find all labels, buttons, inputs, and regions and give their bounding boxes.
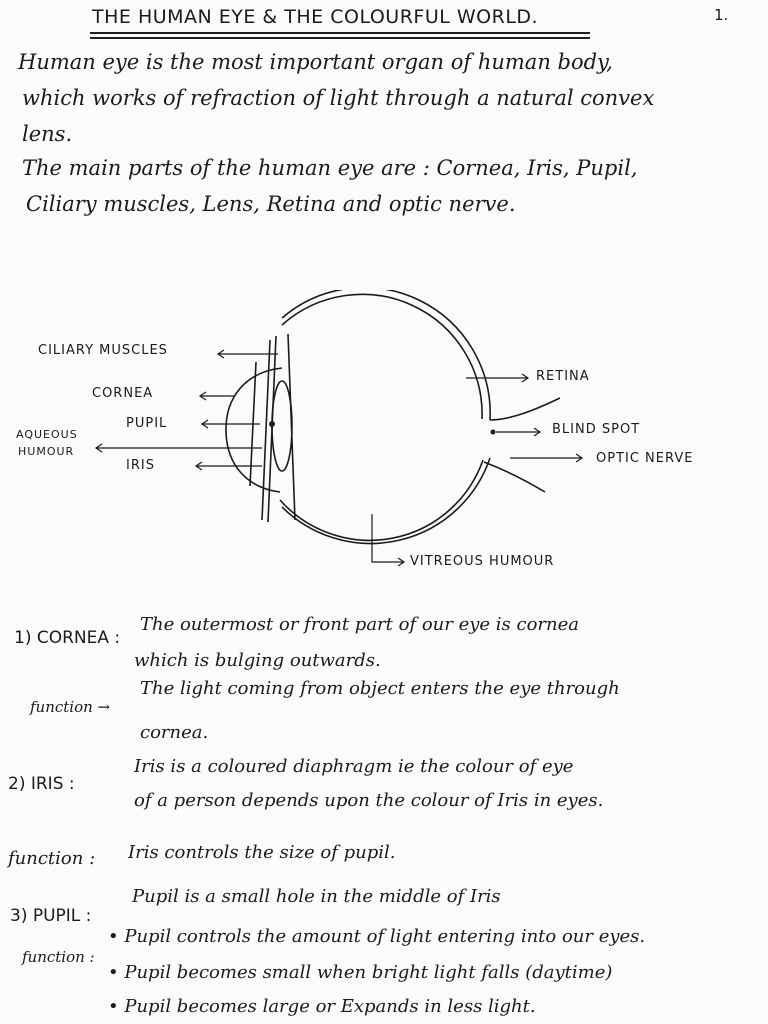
label-ciliary-muscles: CILIARY MUSCLES bbox=[38, 343, 168, 358]
cornea-heading: 1) CORNEA : bbox=[14, 628, 121, 648]
eye-diagram bbox=[0, 290, 768, 580]
iris-function-label: function : bbox=[8, 848, 96, 869]
cornea-function-2: cornea. bbox=[140, 722, 209, 743]
label-optic-nerve: OPTIC NERVE bbox=[596, 451, 694, 466]
iris-heading: 2) IRIS : bbox=[8, 774, 75, 794]
label-humour: HUMOUR bbox=[18, 445, 75, 458]
iris-function-1: Iris controls the size of pupil. bbox=[128, 842, 396, 863]
pupil-bullet-3: • Pupil becomes large or Expands in less light. bbox=[108, 996, 536, 1017]
label-pupil: PUPIL bbox=[126, 416, 168, 431]
pupil-heading: 3) PUPIL : bbox=[10, 906, 92, 926]
label-retina: RETINA bbox=[536, 369, 590, 384]
label-iris: IRIS bbox=[126, 458, 155, 473]
intro-line-1: Human eye is the most important organ of human body, bbox=[18, 50, 613, 74]
iris-line-2: of a person depends upon the colour of Iris in eyes. bbox=[134, 790, 604, 811]
optic-nerve bbox=[490, 398, 560, 420]
pupil-bullet-2: • Pupil becomes small when bright light falls (daytime) bbox=[108, 962, 613, 983]
title-underline bbox=[90, 32, 590, 34]
intro-line-5: Ciliary muscles, Lens, Retina and optic nerve. bbox=[26, 192, 516, 216]
page-number: 1. bbox=[714, 6, 729, 24]
pupil-line-1: Pupil is a small hole in the middle of Iris bbox=[132, 886, 501, 907]
intro-line-4: The main parts of the human eye are : Cornea, Iris, Pupil, bbox=[22, 156, 638, 180]
title-double-underline bbox=[90, 37, 590, 39]
cornea-function-label: function → bbox=[30, 698, 111, 716]
pupil-function-label: function : bbox=[22, 948, 95, 966]
label-blind-spot: BLIND SPOT bbox=[552, 422, 641, 437]
page-title: THE HUMAN EYE & THE COLOURFUL WORLD. bbox=[92, 6, 539, 28]
cornea-line-1: The outermost or front part of our eye is cornea bbox=[140, 614, 580, 635]
intro-line-3: lens. bbox=[22, 122, 73, 146]
label-vitreous-humour: VITREOUS HUMOUR bbox=[410, 554, 555, 569]
cornea-line-2: which is bulging outwards. bbox=[134, 650, 381, 671]
blind-spot-dot bbox=[491, 430, 496, 435]
iris-line-1: Iris is a coloured diaphragm ie the colour of eye bbox=[134, 756, 574, 777]
pupil-bullet-1: • Pupil controls the amount of light entering into our eyes. bbox=[108, 926, 646, 947]
label-cornea: CORNEA bbox=[92, 386, 154, 401]
pupil-dot bbox=[269, 421, 275, 427]
lens bbox=[272, 381, 292, 471]
intro-line-2: which works of refraction of light through a natural convex bbox=[22, 86, 655, 110]
cornea-function-1: The light coming from object enters the eye through bbox=[140, 678, 620, 699]
label-aqueous: AQUEOUS bbox=[16, 428, 78, 441]
eyeball-outline bbox=[282, 294, 482, 419]
